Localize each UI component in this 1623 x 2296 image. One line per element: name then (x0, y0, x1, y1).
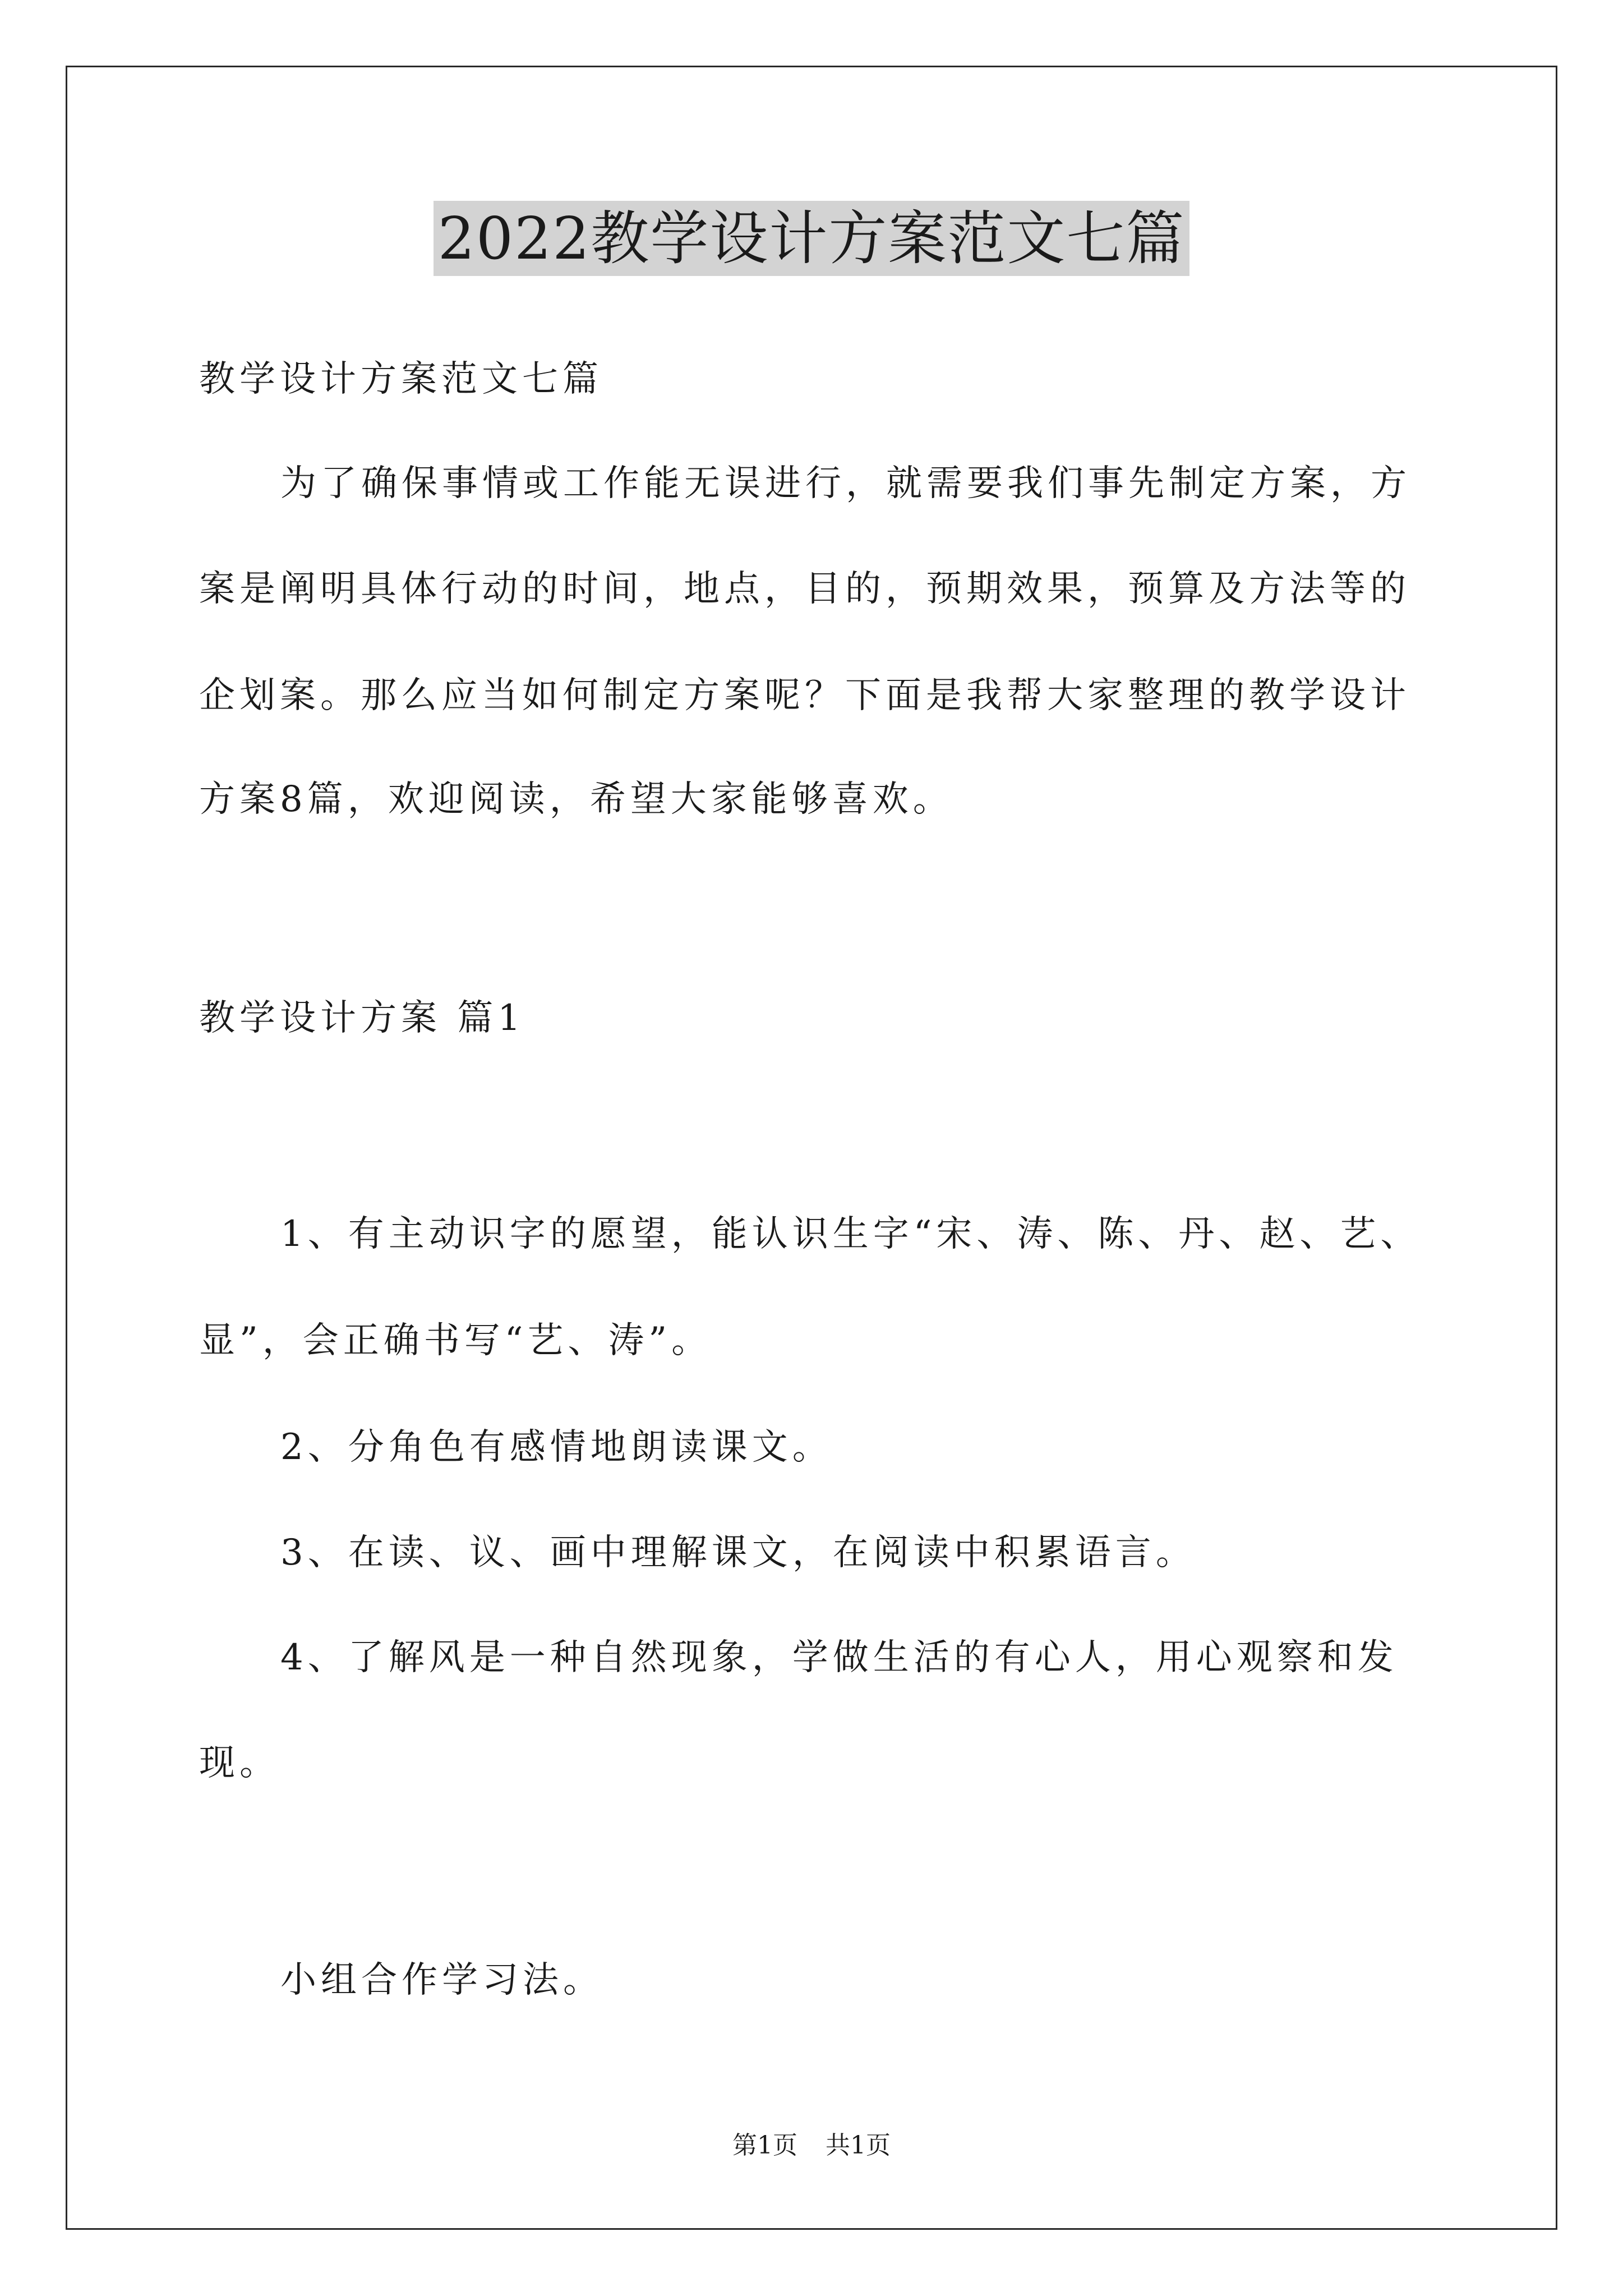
method-line: 小组合作学习法。 (280, 1959, 603, 2001)
goal-line-5: 4、了解风是一种自然现象，学做生活的有心人，用心观察和发 (280, 1637, 1398, 1678)
document-title (0, 199, 1623, 278)
document-subtitle: 教学设计方案范文七篇 (199, 358, 603, 400)
page-total: 共1页 (826, 2131, 891, 2160)
intro-line-3: 企划案。那么应当如何制定方案呢？下面是我帮大家整理的教学设计 (199, 675, 1410, 716)
section-heading: 教学设计方案 篇1 (199, 997, 525, 1039)
goal-line-6: 现。 (199, 1742, 280, 1784)
goal-line-1: 1、有主动识字的愿望，能认识生字“宋、涛、陈、丹、赵、艺、 (280, 1213, 1421, 1255)
page-footer (0, 2129, 1623, 2162)
title-text: 2022教学设计方案范文七篇 (434, 201, 1190, 276)
intro-line-2: 案是阐明具体行动的时间，地点，目的，预期效果，预算及方法等的 (199, 568, 1410, 610)
intro-line-4: 方案8篇，欢迎阅读，希望大家能够喜欢。 (199, 779, 953, 820)
goal-line-4: 3、在读、议、画中理解课文，在阅读中积累语言。 (280, 1532, 1196, 1573)
intro-line-1: 为了确保事情或工作能无误进行，就需要我们事先制定方案，方 (280, 463, 1411, 504)
goal-line-2: 显”，会正确书写“艺、涛”。 (199, 1320, 712, 1361)
goal-line-3: 2、分角色有感情地朗读课文。 (280, 1427, 833, 1468)
page-number: 第1页 (732, 2131, 797, 2160)
